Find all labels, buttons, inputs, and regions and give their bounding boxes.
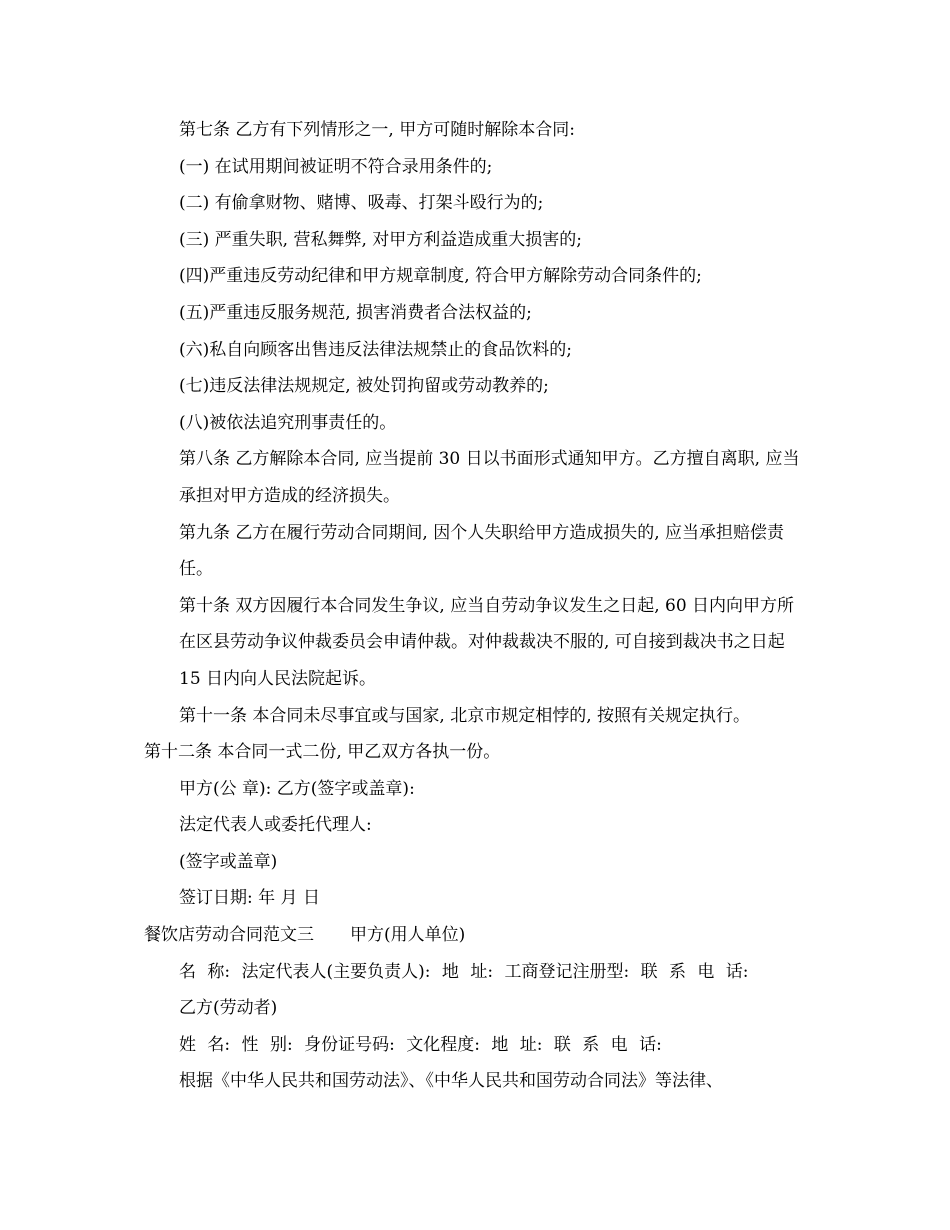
article-7-item-3: (三) 严重失职, 营私舞弊, 对甲方利益造成重大损害的; bbox=[179, 229, 583, 250]
party-b-fields: 姓 名: 性 别: 身份证号码: 文化程度: 地 址: 联 系 电 话: bbox=[179, 1034, 662, 1055]
article-9: 第九条 乙方在履行劳动合同期间, 因个人失职给甲方造成损失的, 应当承担赔偿责任。 bbox=[179, 522, 785, 580]
signing-date: 签订日期: 年 月 日 bbox=[179, 888, 320, 909]
article-7-item-8: (八)被依法追究刑事责任的。 bbox=[179, 412, 397, 433]
legal-representative: 法定代表人或委托代理人: bbox=[179, 815, 372, 836]
party-a-employer: 甲方(用人单位) bbox=[350, 925, 466, 946]
party-a-fields: 名 称: 法定代表人(主要负责人): 地 址: 工商登记注册型: 联 系 电 话: bbox=[179, 961, 749, 982]
signature-parties: 甲方(公 章): 乙方(签字或盖章): bbox=[179, 778, 415, 799]
article-7-item-2: (二) 有偷拿财物、赌博、吸毒、打架斗殴行为的; bbox=[179, 193, 544, 214]
article-7-item-5: (五)严重违反服务规范, 损害消费者合法权益的; bbox=[179, 302, 532, 323]
article-11: 第十一条 本合同未尽事宜或与国家, 北京市规定相悖的, 按照有关规定执行。 bbox=[179, 705, 751, 726]
sign-or-seal: (签字或盖章) bbox=[179, 851, 278, 872]
sample-3-heading bbox=[144, 917, 809, 954]
article-7-item-6: (六)私自向顾客出售违反法律法规禁止的食品饮料的; bbox=[179, 339, 572, 360]
article-7-item-4: (四)严重违反劳动纪律和甲方规章制度, 符合甲方解除劳动合同条件的; bbox=[179, 266, 702, 287]
legal-basis: 根据《中华人民共和国劳动法》、《中华人民共和国劳动合同法》等法律、 bbox=[179, 1071, 723, 1092]
article-7-item-7: (七)违反法律法规规定, 被处罚拘留或劳动教养的; bbox=[179, 376, 549, 397]
party-b-heading: 乙方(劳动者) bbox=[179, 998, 278, 1019]
article-12: 第十二条 本合同一式二份, 甲乙双方各执一份。 bbox=[144, 742, 501, 763]
article-7-item-1: (一) 在试用期间被证明不符合录用条件的; bbox=[179, 156, 493, 177]
article-10: 第十条 双方因履行本合同发生争议, 应当自劳动争议发生之日起, 60 日内向甲方所在区县劳动争议仲裁委员会申请仲裁。对仲裁裁决不服的, 可自接到裁决书之日起 15 日内向人民法院起诉。 bbox=[179, 595, 795, 689]
article-7: 第七条 乙方有下列情形之一, 甲方可随时解除本合同: bbox=[179, 120, 575, 140]
document-body bbox=[144, 112, 809, 1100]
sample-3-title: 餐饮店劳动合同范文三 bbox=[144, 925, 314, 946]
article-8: 第八条 乙方解除本合同, 应当提前 30 日以书面形式通知甲方。乙方擅自离职, 应当承担对甲方造成的经济损失。 bbox=[179, 449, 800, 506]
